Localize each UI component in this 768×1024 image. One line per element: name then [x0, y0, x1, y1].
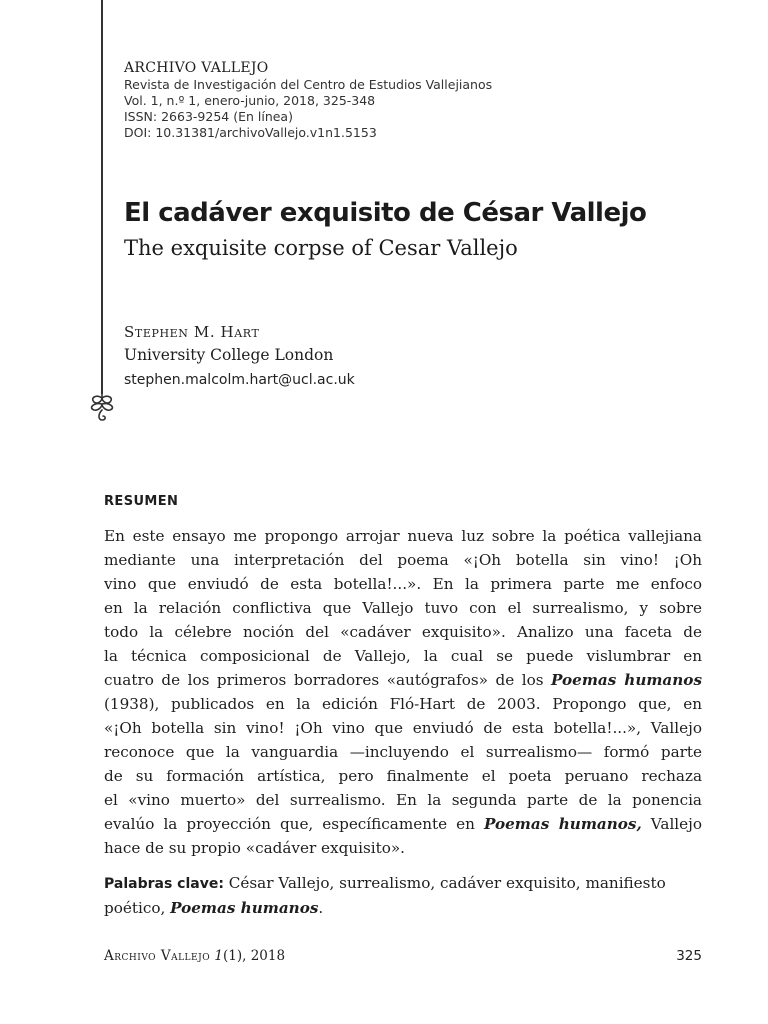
abstract-line: en la relación conflictiva que Vallejo tuvo con el surrealismo, y sobre	[104, 599, 702, 617]
abstract-line: vino que enviudó de esta botella!...». En la primera parte me enfoco	[104, 575, 702, 593]
keywords-text: .	[318, 899, 324, 917]
abstract-line: mediante una interpretación del poema «¡Oh botella sin vino! ¡Oh	[104, 551, 702, 569]
page-number: 325	[676, 948, 702, 964]
abstract-line: reconoce que la vanguardia —incluyendo el surrealismo— formó parte	[104, 743, 702, 761]
abstract-body	[104, 524, 702, 860]
footer-citation	[104, 948, 285, 964]
journal-name: ARCHIVO VALLEJO	[124, 60, 269, 76]
book-title-italic: Poemas humanos	[551, 671, 702, 689]
journal-subtitle: Revista de Investigación del Centro de Estudios Vallejianos	[124, 77, 493, 92]
abstract-line: En este ensayo me propongo arrojar nueva luz sobre la poética vallejiana	[104, 527, 702, 545]
book-title-italic: Poemas humanos	[170, 899, 319, 917]
footer-volume: 1	[214, 948, 223, 964]
abstract-line: la técnica composicional de Vallejo, la cual se puede vislumbrar en	[104, 647, 702, 665]
issn-info: ISSN: 2663-9254 (En línea)	[124, 109, 293, 124]
abstract-line: (1938), publicados en la edición Fló-Hart de 2003. Propongo que, en	[104, 695, 702, 713]
flourish-ornament-icon	[86, 390, 120, 430]
book-title-italic: Poemas humanos,	[483, 815, 642, 833]
keywords-line	[104, 896, 702, 920]
journal-header	[124, 60, 684, 141]
footer-issue-year: (1), 2018	[222, 948, 286, 964]
abstract-line	[104, 812, 702, 836]
keywords-text: poético,	[104, 899, 171, 917]
abstract-line: hace de su propio «cadáver exquisito».	[104, 839, 405, 857]
footer-journal: Archivo Vallejo	[104, 948, 211, 964]
abstract-line: el «vino muerto» del surrealismo. En la segunda parte de la ponencia	[104, 791, 702, 809]
abstract-line-text: cuatro de los primeros borradores «autógrafos» de los	[104, 671, 552, 689]
abstract-line-text: evalúo la proyección que, específicamente en	[104, 815, 484, 833]
keywords-line	[104, 871, 702, 896]
author-name: Stephen M. Hart	[124, 323, 260, 341]
abstract-line: de su formación artística, pero finalmente el poeta peruano rechaza	[104, 767, 702, 785]
abstract-line: todo la célebre noción del «cadáver exquisito». Analizo una faceta de	[104, 623, 702, 641]
article-title-english: The exquisite corpse of Cesar Vallejo	[124, 236, 518, 260]
author-affiliation: University College London	[124, 346, 334, 364]
abstract-heading: RESUMEN	[104, 494, 179, 509]
keywords-label: Palabras clave:	[104, 876, 224, 892]
abstract-line: «¡Oh botella sin vino! ¡Oh vino que enviudó de esta botella!...», Vallejo	[104, 719, 702, 737]
keywords-section	[104, 871, 702, 920]
abstract-line-text: Vallejo	[641, 815, 702, 833]
keywords-text: César Vallejo, surrealismo, cadáver exquisito, manifiesto	[223, 874, 666, 892]
author-email[interactable]: stephen.malcolm.hart@ucl.ac.uk	[124, 372, 355, 388]
volume-info: Vol. 1, n.º 1, enero-junio, 2018, 325-348	[124, 93, 376, 108]
vertical-rule	[101, 0, 103, 394]
abstract-line	[104, 668, 702, 692]
article-title-spanish: El cadáver exquisito de César Vallejo	[124, 198, 647, 228]
doi-info: DOI: 10.31381/archivoVallejo.v1n1.5153	[124, 125, 377, 140]
